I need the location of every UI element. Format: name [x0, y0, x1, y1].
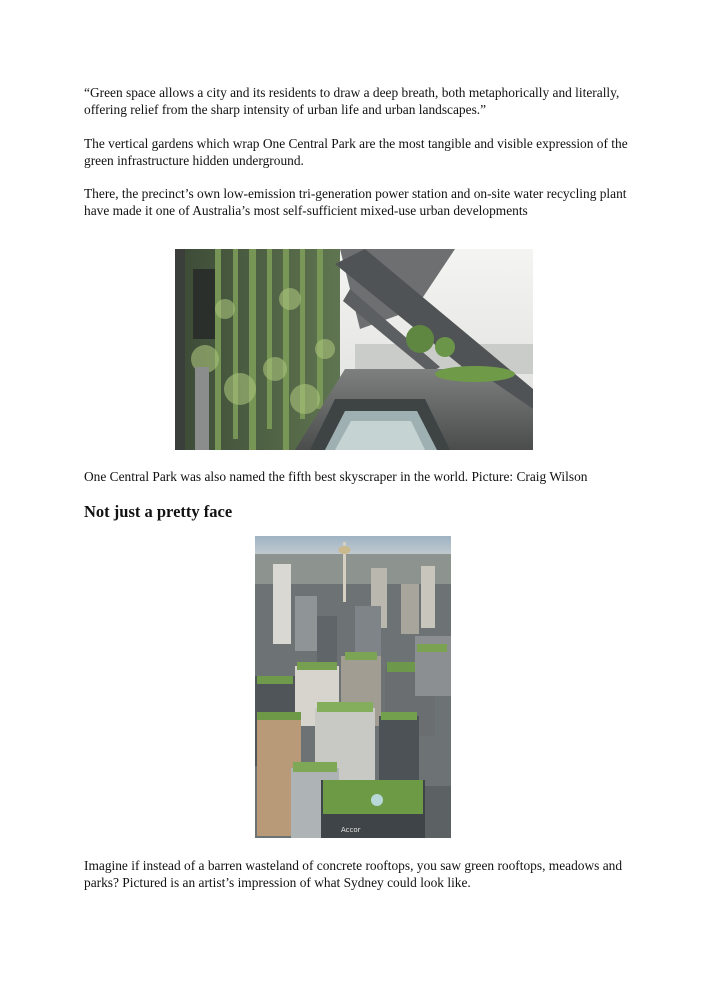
quote-paragraph: “Green space allows a city and its residents to draw a deep breath, both metaphorically and literally, offering relief from the sharp intensity of urban life and urban landscapes.” — [84, 85, 620, 117]
vertical-gardens-paragraph: The vertical gardens which wrap One Central Park are the most tangible and visible expression of the green infrastructure hidden underground. — [84, 136, 628, 168]
photo-2-caption: Imagine if instead of a barren wasteland of concrete rooftops, you saw green rooftops, meadows and parks? Pictured is an artist’s impression of what Sydney could look like. — [84, 858, 623, 890]
section-heading: Not just a pretty face — [84, 502, 233, 521]
precinct-paragraph: There, the precinct’s own low-emission tri-generation power station and on-site water recycling plant have made it one of Australia’s most self-sufficient mixed-use urban developments — [84, 186, 627, 218]
building-sign: Accor — [341, 826, 361, 834]
one-central-park-photo — [175, 249, 533, 450]
photo-1-caption: One Central Park was also named the fifth best skyscraper in the world. Picture: Craig Wilson — [84, 469, 588, 484]
sydney-green-rooftops-photo — [255, 536, 451, 838]
